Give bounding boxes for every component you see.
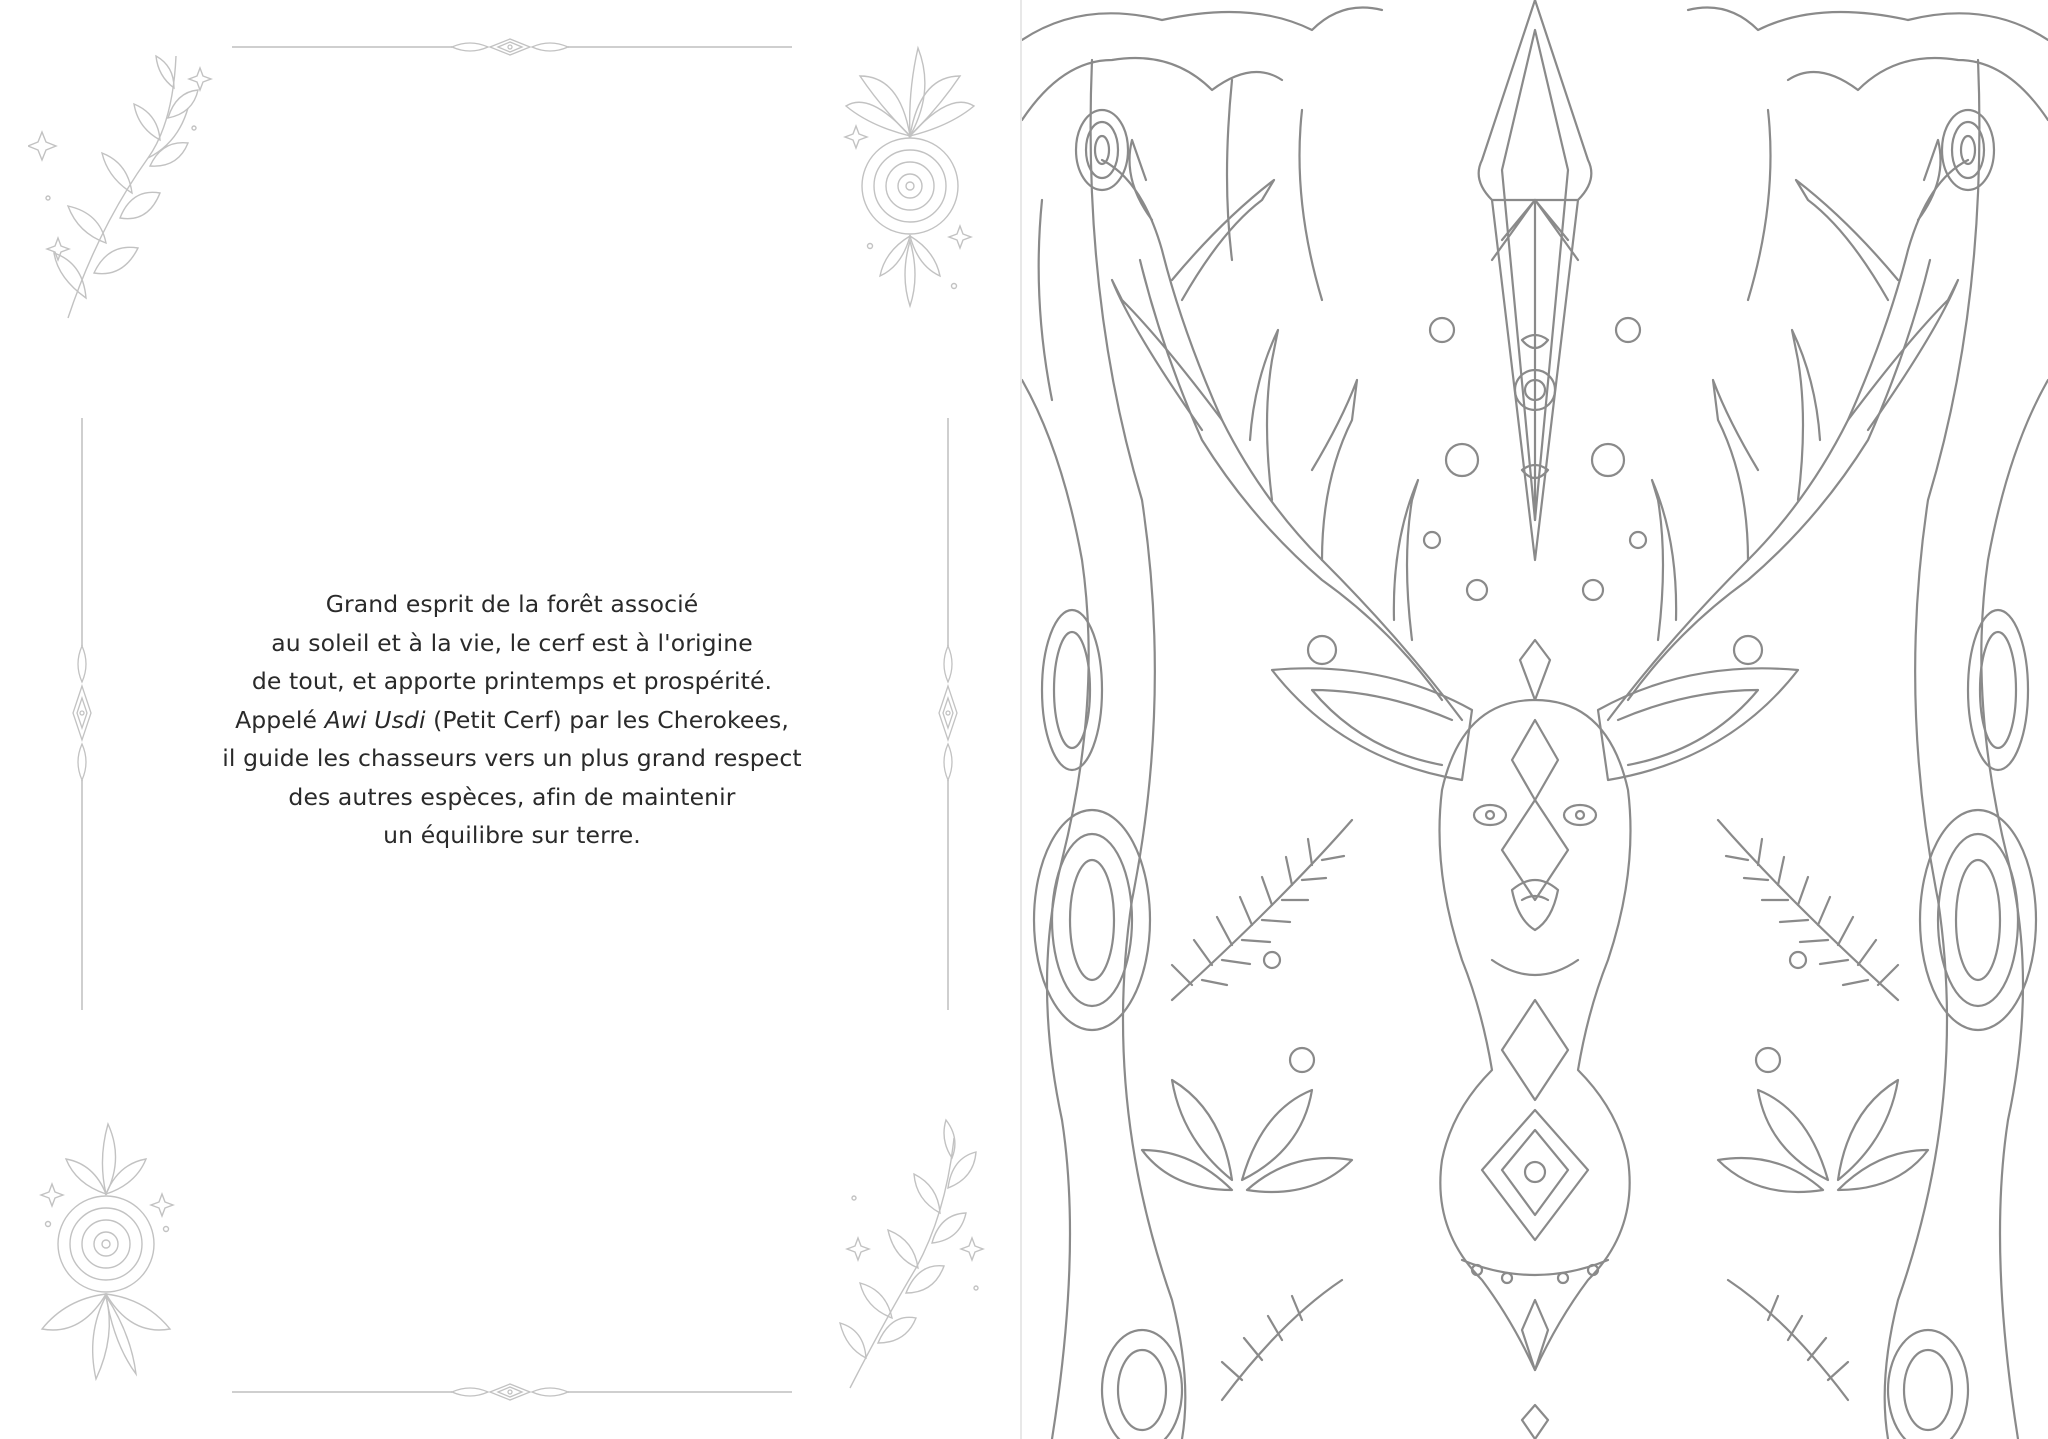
canopy-right: [1688, 8, 2048, 41]
left-fern: [1172, 820, 1352, 1000]
flower-bottom-left-icon: [36, 1104, 186, 1394]
deer-head-illustration: [1022, 0, 2048, 1439]
right-side-rule-bottom: [947, 780, 949, 1010]
paragraph-line-4-after: (Petit Cerf) par les Cherokees,: [425, 705, 789, 734]
right-ear: [1598, 668, 1798, 780]
left-side-ornament-icon: [70, 644, 94, 782]
right-side-ornament-icon: [936, 644, 960, 782]
right-tree-trunk: [1885, 60, 1980, 1439]
left-leaf-cluster: [1172, 1080, 1232, 1180]
canopy-left: [1022, 8, 1382, 41]
right-fern: [1718, 820, 1898, 1000]
paragraph-line-3: de tout, et apporte printemps et prospérité.: [251, 667, 773, 695]
right-page: [1022, 0, 2048, 1439]
paragraph-line-4: [200, 701, 824, 740]
left-side-rule-top: [81, 418, 83, 646]
top-rule-right: [568, 46, 792, 48]
left-side-rule-bottom: [81, 780, 83, 1010]
right-leaf-cluster: [1838, 1080, 1898, 1180]
left-page: [0, 0, 1022, 1439]
paragraph-line-7: un équilibre sur terre.: [383, 821, 641, 849]
left-ear: [1272, 668, 1472, 780]
left-antler: [1102, 160, 1462, 720]
paragraph-line-5: il guide les chasseurs vers un plus grand respect: [222, 744, 802, 772]
paragraph-line-4-before: Appelé: [235, 705, 325, 734]
deer-description-paragraph: [200, 585, 824, 855]
right-antler: [1608, 160, 1968, 720]
deer-name-italic: Awi Usdi: [324, 705, 426, 734]
paragraph-line-1: Grand esprit de la forêt associé: [325, 590, 699, 618]
leaf-branch-top-left-icon: [28, 48, 214, 330]
left-tree-trunk: [1091, 60, 1186, 1439]
bottom-divider-ornament-icon: [450, 1381, 570, 1403]
top-rule-left: [232, 46, 452, 48]
bottom-rule-left: [232, 1391, 452, 1393]
leaf-branch-bottom-right-icon: [836, 1118, 996, 1398]
bottom-rule-right: [568, 1391, 792, 1393]
paragraph-line-6: des autres espèces, afin de maintenir: [288, 782, 736, 811]
right-side-rule-top: [947, 418, 949, 646]
flower-top-right-icon: [840, 36, 980, 336]
paragraph-line-2: au soleil et à la vie, le cerf est à l'origine: [271, 628, 753, 657]
top-divider-ornament-icon: [450, 36, 570, 58]
